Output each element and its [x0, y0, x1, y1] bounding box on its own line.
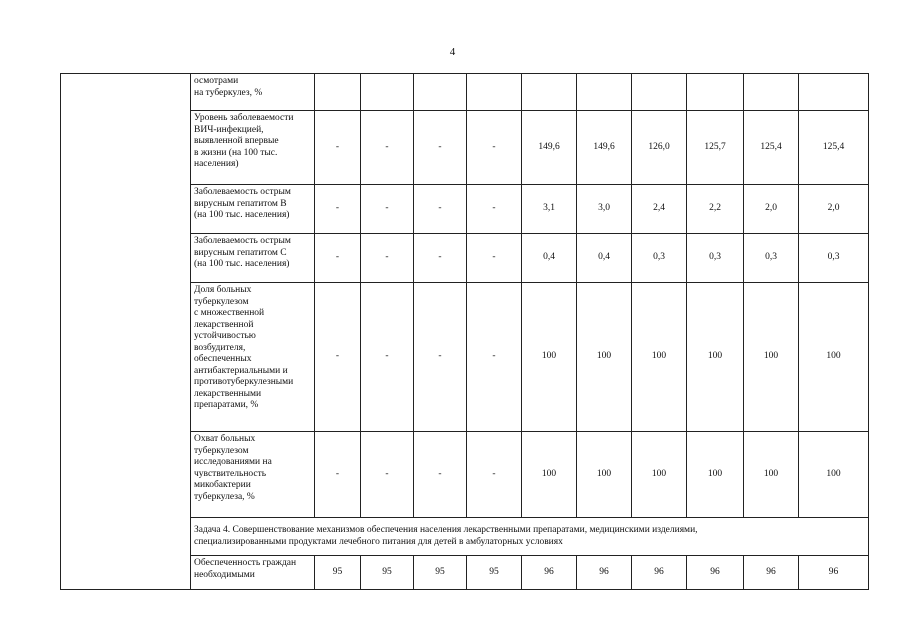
label-line: лекарственной	[194, 319, 254, 330]
value-cell: 0,3	[744, 234, 799, 283]
indicator-label	[191, 185, 315, 234]
value-cell: -	[467, 283, 522, 432]
value-cell: 2,0	[744, 185, 799, 234]
label-line: в жизни (на 100 тыс.	[194, 147, 278, 158]
indicator-label	[191, 556, 315, 590]
value-cell: 96	[632, 556, 687, 590]
value-cell	[577, 74, 632, 111]
label-line: на туберкулез, %	[194, 87, 263, 98]
value-cell: -	[361, 234, 414, 283]
indicator-label	[191, 74, 315, 111]
value-cell: 0,3	[632, 234, 687, 283]
label-line: Заболеваемость острым	[194, 236, 291, 246]
value-cell: 0,3	[687, 234, 744, 283]
value-cell	[522, 74, 577, 111]
value-cell: -	[361, 111, 414, 185]
value-cell: 100	[577, 432, 632, 518]
value-cell	[687, 74, 744, 111]
label-line: устойчивостью	[194, 331, 256, 341]
label-line: туберкулезом	[194, 445, 249, 456]
value-cell: 100	[687, 283, 744, 432]
label-line: Охват больных	[194, 434, 256, 444]
label-line: препаратами, %	[194, 400, 259, 410]
value-cell: 100	[744, 283, 799, 432]
indicator-label	[191, 234, 315, 283]
value-cell: 100	[632, 283, 687, 432]
label-line: возбудителя,	[194, 342, 246, 353]
value-cell: 100	[744, 432, 799, 518]
value-cell: -	[361, 432, 414, 518]
value-cell: 0,4	[577, 234, 632, 283]
value-cell	[361, 74, 414, 111]
label-line: вирусным гепатитом В	[194, 198, 287, 209]
value-cell	[315, 74, 361, 111]
value-cell: 96	[744, 556, 799, 590]
label-line: туберкулезом	[194, 296, 249, 307]
label-line: Заболеваемость острым	[194, 187, 291, 197]
value-cell: 3,1	[522, 185, 577, 234]
value-cell: -	[315, 185, 361, 234]
label-line: антибактериальными и	[194, 365, 288, 376]
indicator-label	[191, 432, 315, 518]
value-cell: 125,4	[799, 111, 869, 185]
indicator-label	[191, 111, 315, 185]
label-line: вирусным гепатитом С	[194, 247, 287, 258]
label-line: исследованиями на	[194, 457, 272, 467]
value-cell: 100	[577, 283, 632, 432]
value-cell: 100	[799, 432, 869, 518]
task-line: Задача 4. Совершенствование механизмов обеспечения населения лекарственными препаратами, медицинскими изделиями,	[194, 525, 698, 535]
value-cell: 100	[687, 432, 744, 518]
value-cell: -	[414, 432, 467, 518]
value-cell: -	[315, 234, 361, 283]
value-cell: -	[414, 185, 467, 234]
value-cell: 100	[522, 283, 577, 432]
label-line: микобактерии	[194, 480, 251, 490]
label-line: (на 100 тыс. населения)	[194, 259, 290, 269]
value-cell: 3,0	[577, 185, 632, 234]
value-cell: -	[414, 111, 467, 185]
label-line: Доля больных	[194, 285, 252, 295]
value-cell: 0,4	[522, 234, 577, 283]
value-cell: 2,0	[799, 185, 869, 234]
value-cell: 96	[687, 556, 744, 590]
value-cell: -	[467, 185, 522, 234]
value-cell	[799, 74, 869, 111]
label-line: выявленной впервые	[194, 136, 279, 146]
label-line: осмотрами	[194, 76, 239, 86]
indicators-table	[60, 73, 869, 590]
value-cell: 2,2	[687, 185, 744, 234]
value-cell: 100	[522, 432, 577, 518]
label-line: с множественной	[194, 308, 265, 318]
value-cell: 96	[522, 556, 577, 590]
value-cell	[632, 74, 687, 111]
label-line: Уровень заболеваемости	[194, 113, 294, 123]
value-cell: 149,6	[522, 111, 577, 185]
value-cell: 125,7	[687, 111, 744, 185]
label-line: лекарственными	[194, 388, 262, 399]
value-cell: 2,4	[632, 185, 687, 234]
table-body	[61, 74, 869, 590]
value-cell: 95	[315, 556, 361, 590]
value-cell: -	[315, 283, 361, 432]
value-cell: 100	[799, 283, 869, 432]
value-cell: 125,4	[744, 111, 799, 185]
value-cell	[414, 74, 467, 111]
label-line: необходимыми	[194, 569, 255, 580]
value-cell: 126,0	[632, 111, 687, 185]
value-cell: -	[467, 432, 522, 518]
value-cell: -	[414, 234, 467, 283]
value-cell: -	[315, 432, 361, 518]
label-line: противотуберкулезными	[194, 377, 294, 387]
value-cell: 95	[361, 556, 414, 590]
task-text	[191, 518, 869, 556]
label-line: (на 100 тыс. населения)	[194, 210, 290, 220]
value-cell: -	[467, 234, 522, 283]
value-cell: 96	[799, 556, 869, 590]
value-cell	[744, 74, 799, 111]
value-cell: 0,3	[799, 234, 869, 283]
page-number: 4	[449, 46, 456, 58]
label-line: ВИЧ-инфекцией,	[194, 124, 264, 135]
value-cell: 100	[632, 432, 687, 518]
label-line: населения)	[194, 159, 239, 169]
value-cell: 96	[577, 556, 632, 590]
value-cell: 95	[467, 556, 522, 590]
label-line: чувствительность	[194, 468, 267, 479]
value-cell: 149,6	[577, 111, 632, 185]
value-cell: 95	[414, 556, 467, 590]
label-line: Обеспеченность граждан	[194, 558, 297, 568]
indicator-label	[191, 283, 315, 432]
value-cell: -	[361, 185, 414, 234]
value-cell	[467, 74, 522, 111]
task-line: специализированными продуктами лечебного питания для детей в амбулаторных условиях	[194, 536, 563, 547]
label-line: туберкулеза, %	[194, 491, 255, 502]
label-line: обеспеченных	[194, 354, 252, 364]
left-blank-cell	[61, 74, 191, 590]
value-cell: -	[467, 111, 522, 185]
value-cell: -	[361, 283, 414, 432]
value-cell: -	[414, 283, 467, 432]
value-cell: -	[315, 111, 361, 185]
table-row	[61, 74, 869, 111]
